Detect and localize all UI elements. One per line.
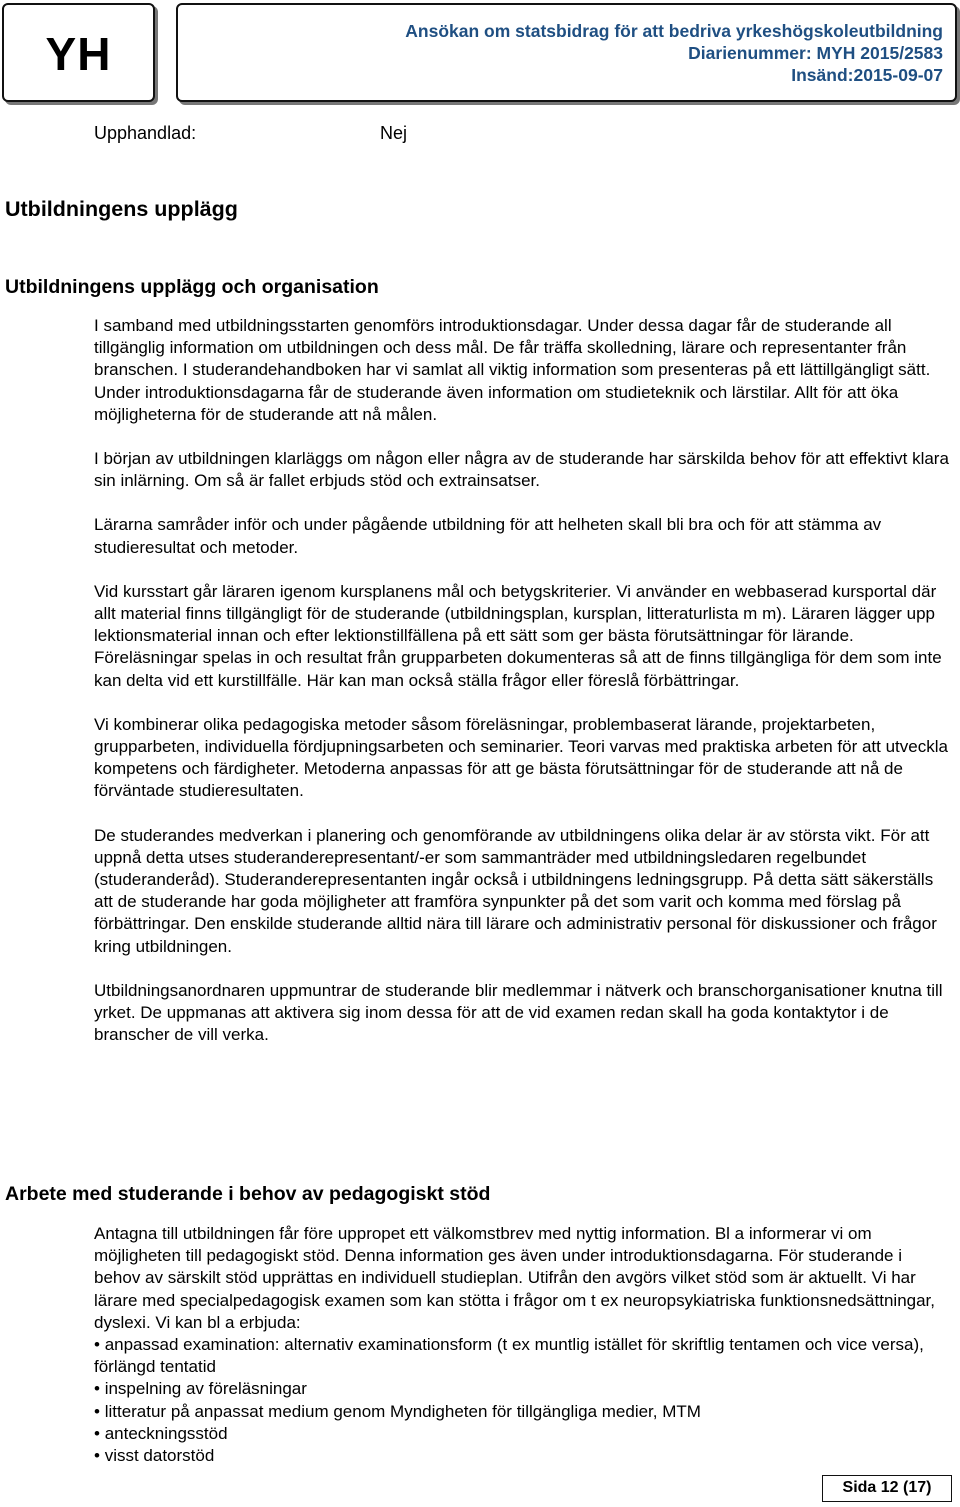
page-number: Sida 12 (17) [822,1475,952,1502]
support-intro: Antagna till utbildningen får före uppropet ett välkomstbrev med nyttig information. Bl a informerar vi om möjligheten till pedagogiskt stöd. Denna information ges även under introduktionsdagarna. För studerande i behov av särskilt stöd upprättas en individuell studieplan. Utifrån den avgörs vilket stöd som är aktuellt. Vi har lärare med specialpedagogisk examen som kan stötta i frågor om t ex neuropsykiatriska funktionsnedsättningar, dyslexi. Vi kan bl a erbjuda: [94,1224,936,1332]
procured-value: Nej [380,123,408,143]
paragraph: Lärarna samråder inför och under pågående utbildning för att helheten skall bli bra och för att stämma av studieresultat och metoder. [94,515,882,557]
support-body [94,1223,952,1467]
paragraph: Vid kursstart går läraren igenom kursplanens mål och betygskriterier. Vi använder en webbaserad kursportal där allt material finns tillgängligt för de studerande (utbildningsplan, kursplan, litteraturlista m m). Läraren lägger upp lektionsmaterial innan och efter lektionstillfällena på ett sätt som ger bästa förutsättningar för lärande. Föreläsningar spelas in och resultat från grupparbeten dokumenteras så att de finns tillgängliga för dem som inte kan delta vid ett kurstillfälle. Här kan man också ställa frågor eller föreslå förbättringar. [94,581,942,690]
header-submitted-date: Insänd:2015-09-07 [791,65,943,85]
support-list [94,1334,952,1467]
support-heading: Arbete med studerande i behov av pedagogiskt stöd [5,1183,491,1205]
header-text [405,20,943,86]
yh-logo [2,3,155,102]
header-diarienummer: Diarienummer: MYH 2015/2583 [688,43,943,63]
paragraph: I samband med utbildningsstarten genomförs introduktionsdagar. Under dessa dagar får de studerande all tillgänglig information om utbildningen och dess mål. De får träffa skolledning, lärare och representanter från branschen. I studerandehandboken har vi samlat all viktig information som presenteras på ett lättillgängligt sätt. Under introduktionsdagarna får de studerande även information om studieteknik och lärstilar. Allt för att öka möjligheterna för de studerande att nå målen. [94,316,931,424]
list-item: • inspelning av föreläsningar [94,1378,952,1400]
header-title: Ansökan om statsbidrag för att bedriva yrkeshögskoleutbildning [405,21,943,41]
list-item: • visst datorstöd [94,1445,952,1467]
document-header [176,3,957,102]
list-item: • litteratur på anpassat medium genom Myndigheten för tillgängliga medier, MTM [94,1401,952,1423]
procured-label: Upphandlad: [94,123,197,143]
list-item: • anteckningsstöd [94,1423,952,1445]
section-subheading: Utbildningens upplägg och organisation [5,276,379,298]
paragraph: De studerandes medverkan i planering och genomförande av utbildningens olika delar är av största vikt. För att uppnå detta utses studeranderepresentant/-er som sammanträder med utbildningsledaren regelbundet (studeranderåd). Studeranderepresentanten ingår också i utbildningens ledningsgrupp. På detta sätt säkerställs att de studerande har goda möjligheter att framföra synpunkter på det som varit och komma med förslag på förbättringar. Den enskilde studerande alltid nära till lärare och administrativ personal för diskussioner och frågor kring utbildningen. [94,825,937,956]
section-body [94,315,952,1046]
list-item: • anpassad examination: alternativ examinationsform (t ex muntlig istället för skriftlig tentamen och vice versa), förlängd tentatid [94,1334,952,1378]
paragraph: I början av utbildningen klarläggs om någon eller några av de studerande har särskilda behov för att effektivt klara sin inlärning. Om så är fallet erbjuds stöd och extrainsatser. [94,449,949,491]
logo-text: YH [45,28,112,80]
section-heading: Utbildningens upplägg [5,197,238,221]
paragraph: Utbildningsanordnaren uppmuntrar de studerande blir medlemmar i nätverk och branschorganisationer knutna till yrket. De uppmanas att aktivera sig inom dessa för att de vid examen redan skall ha goda kontaktytor i de branscher de vill verka. [94,980,943,1045]
paragraph: Vi kombinerar olika pedagogiska metoder såsom föreläsningar, problembaserat lärande, projektarbeten, grupparbeten, individuella fördjupningsarbeten och seminarier. Teori varvas med praktiska arbeten för att utveckla kompetens och färdigheter. Metoderna anpassas för att ge bästa förutsättningar för de studerande att nå de förväntade studieresultaten. [94,714,948,801]
